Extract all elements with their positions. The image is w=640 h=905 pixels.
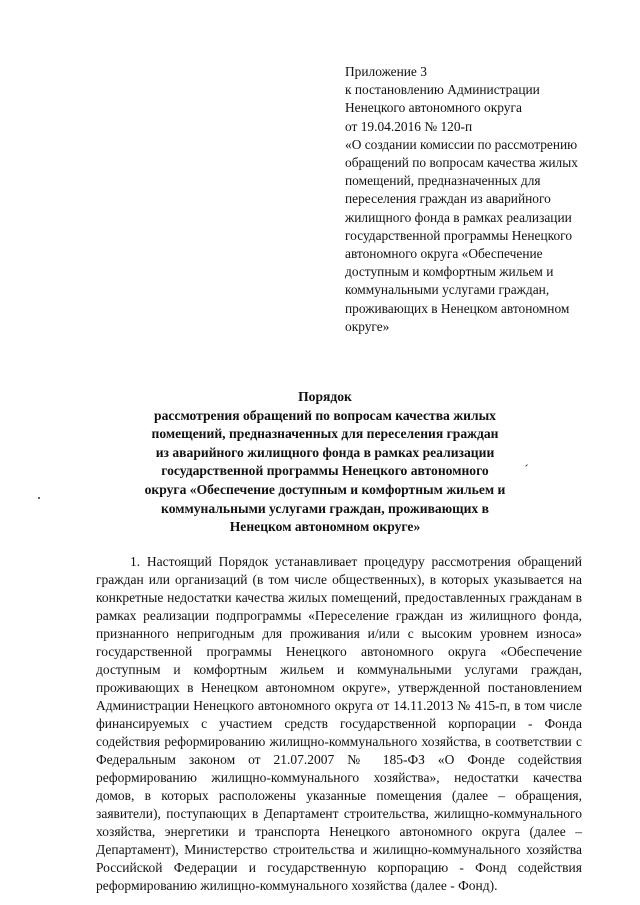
document-title [100,388,550,537]
paragraph-1 [96,553,582,895]
body-line: государственной программы Ненецкого автономного округа «Обеспечение [96,644,582,659]
body-line: граждан или организаций (в том числе общественных), в которых указывается на [96,572,582,587]
appendix-line: обращений по вопросам качества жилых [345,155,578,171]
scan-speck [38,497,40,499]
appendix-line: жилищного фонда в рамках реализации [345,209,572,225]
body-line: признанного непригодным для проживания и/или с высоким уровнем износа» [96,626,582,641]
appendix-line: проживающих в Ненецком автономном [345,300,570,316]
appendix-line: доступным и комфортным жильем и [345,264,554,280]
body-line: 1. Настоящий Порядок устанавливает процедуру рассмотрения обращений [130,554,582,569]
appendix-line: Приложение 3 [345,64,427,79]
title-line: Ненецком автономном округе» [229,519,421,535]
appendix-line: государственной программы Ненецкого [345,227,573,243]
title-line: Порядок [298,389,352,404]
body-line: Российской Федерации и государственную корпорацию - Фонд содействия [96,860,582,875]
body-line: Федеральным законом от 21.07.2007 № 185-ФЗ «О Фонде содействия [96,752,582,767]
body-line: доступным и комфортным жильем и коммунальными услугами граждан, [96,662,582,677]
appendix-line: к постановлению Администрации [345,82,540,98]
body-line: рамках реализации подпрограммы «Переселение граждан из жилищного фонда, [96,608,582,623]
appendix-line: Ненецкого автономного округа [345,100,522,116]
body-line: хозяйства, энергетики и транспорта Ненецкого автономного округа (далее – [96,824,582,839]
appendix-line: помещений, предназначенных для [345,173,541,189]
appendix-block [345,63,595,336]
title-line: государственной программы Ненецкого автономного [161,463,489,479]
appendix-line: округе» [345,318,390,334]
body-line: финансируемых с участием средств государственной корпорации - Фонда [96,716,582,731]
body-line: реформированию жилищно-коммунального хозяйства (далее - Фонд). [96,878,498,893]
title-line: рассмотрения обращений по вопросам качества жилых [154,407,496,423]
appendix-line: «О создании комиссии по рассмотрению [345,136,578,152]
title-line: помещений, предназначенных для переселения граждан [151,426,499,442]
appendix-line: коммунальными услугами граждан, [345,282,550,298]
appendix-line: переселения граждан из аварийного [345,191,551,207]
body-line: проживающих в Ненецком автономном округе», утвержденной постановлением [96,680,582,695]
body-line: заявители), поступающих в Департамент строительства, жилищно-коммунального [96,806,582,821]
body-line: конкретные недостатки качества жилых помещений, предоставленных гражданам в [96,590,582,605]
appendix-line: автономного округа «Обеспечение [345,246,543,262]
body-line: Администрации Ненецкого автономного округа от 14.11.2013 № 415-п, в том числе [96,698,582,713]
title-line: округа «Обеспечение доступным и комфортным жильем и [144,481,506,497]
body-line: содействия реформированию жилищно-коммунального хозяйства, в соответствии с [96,734,582,749]
body-line: домов, в которых расположены указанные помещения (далее – обращения, [96,788,582,803]
title-line: из аварийного жилищного фонда в рамках реализации [155,444,495,460]
body-line: Департамент), Министерство строительства и жилищно-коммунального хозяйства [96,842,582,857]
body-line: реформированию жилищно-коммунального хозяйства», недостатки качества [96,770,582,785]
appendix-line: от 19.04.2016 № 120-п [345,118,473,134]
title-line: коммунальными услугами граждан, проживающих в [161,500,489,516]
